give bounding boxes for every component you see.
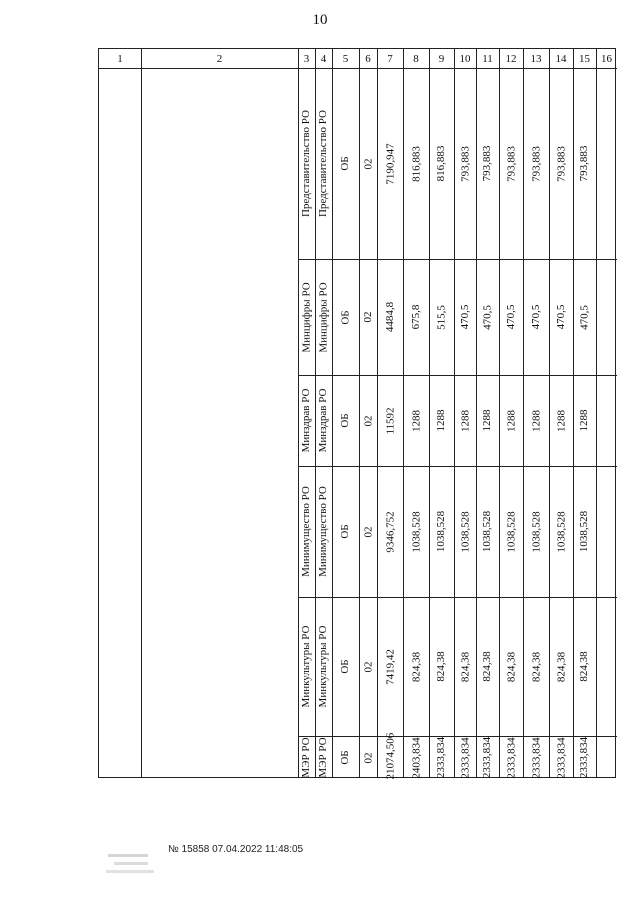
agency-name-repeat: Минцифры РО bbox=[317, 281, 329, 353]
amount-value: 4484,8 bbox=[384, 301, 396, 333]
amount-value: 793,883 bbox=[530, 145, 542, 182]
amount-value: 2333,834 bbox=[459, 736, 471, 779]
amount-value: 470,5 bbox=[578, 304, 590, 330]
amount-value: 21074,506 bbox=[384, 732, 396, 779]
data-table bbox=[98, 48, 616, 778]
amount-value: 470,5 bbox=[459, 304, 471, 330]
amount-value: 7190,947 bbox=[384, 142, 396, 185]
amount-value: 1038,528 bbox=[410, 510, 422, 553]
source-code: 02 bbox=[362, 415, 374, 426]
agency-name-repeat: Представительство РО bbox=[317, 110, 329, 218]
column-number: 1 bbox=[117, 52, 123, 65]
funding-source: ОБ bbox=[339, 309, 351, 325]
amount-value: 675,8 bbox=[410, 304, 422, 330]
column-number: 14 bbox=[555, 52, 567, 65]
column-number: 4 bbox=[320, 52, 327, 65]
column-number: 15 bbox=[579, 52, 590, 65]
amount-value: 824,38 bbox=[530, 651, 542, 682]
column-number: 9 bbox=[438, 52, 445, 65]
stamp-mark bbox=[106, 850, 156, 878]
source-code: 02 bbox=[362, 526, 374, 537]
column-number: 2 bbox=[216, 52, 223, 65]
amount-value: 793,883 bbox=[555, 145, 567, 182]
source-code: 02 bbox=[362, 311, 374, 323]
agency-name: МЭР РО bbox=[300, 737, 312, 778]
amount-value: 1288 bbox=[555, 409, 567, 432]
amount-value: 2333,834 bbox=[530, 736, 542, 779]
agency-name: Минимущество РО bbox=[300, 486, 312, 577]
amount-value: 11592 bbox=[384, 406, 396, 435]
column-divider bbox=[141, 49, 142, 777]
amount-value: 824,38 bbox=[459, 651, 471, 682]
column-number: 8 bbox=[413, 52, 419, 65]
funding-source: ОБ bbox=[339, 524, 351, 539]
amount-value: 824,38 bbox=[555, 651, 567, 682]
agency-name-repeat: Минздрав РО bbox=[317, 388, 329, 453]
amount-value: 1038,528 bbox=[530, 510, 542, 553]
amount-value: 1038,528 bbox=[505, 510, 517, 553]
amount-value: 824,38 bbox=[481, 651, 493, 682]
funding-source: ОБ bbox=[339, 659, 351, 674]
amount-value: 793,883 bbox=[505, 145, 517, 182]
column-divider bbox=[596, 49, 597, 777]
amount-value: 824,38 bbox=[410, 651, 422, 682]
amount-value: 470,5 bbox=[555, 304, 567, 330]
column-number: 6 bbox=[365, 52, 371, 65]
amount-value: 816,883 bbox=[435, 145, 447, 182]
agency-name: Минцифры РО bbox=[300, 281, 312, 353]
amount-value: 1038,528 bbox=[578, 510, 590, 553]
amount-value: 1288 bbox=[505, 409, 517, 432]
agency-name: Представительство РО bbox=[300, 110, 312, 218]
amount-value: 824,38 bbox=[578, 651, 590, 682]
funding-source: ОБ bbox=[339, 413, 351, 428]
amount-value: 1288 bbox=[530, 409, 542, 432]
agency-name: Минкультуры РО bbox=[300, 625, 312, 708]
amount-value: 1038,528 bbox=[459, 510, 471, 553]
amount-value: 1288 bbox=[578, 409, 590, 432]
amount-value: 793,883 bbox=[459, 145, 471, 182]
source-code: 02 bbox=[362, 158, 374, 169]
column-number: 11 bbox=[482, 52, 493, 65]
amount-value: 793,883 bbox=[578, 145, 590, 182]
amount-value: 470,5 bbox=[505, 304, 517, 330]
amount-value: 2333,834 bbox=[505, 736, 517, 779]
agency-name: Минздрав РО bbox=[300, 388, 312, 453]
agency-name-repeat: Минимущество РО bbox=[317, 486, 329, 577]
amount-value: 2333,834 bbox=[578, 736, 590, 779]
funding-source: ОБ bbox=[339, 750, 351, 765]
agency-name-repeat: МЭР РО bbox=[317, 737, 329, 778]
amount-value: 824,38 bbox=[505, 651, 517, 682]
funding-source: ОБ bbox=[339, 156, 351, 171]
column-number: 16 bbox=[601, 52, 612, 65]
page-number: 10 bbox=[312, 12, 328, 28]
amount-value: 2403,834 bbox=[410, 736, 422, 779]
amount-value: 816,883 bbox=[410, 145, 422, 182]
amount-value: 824,38 bbox=[435, 651, 447, 682]
amount-value: 7419,42 bbox=[384, 648, 396, 685]
column-number: 13 bbox=[530, 52, 542, 65]
column-number: 3 bbox=[303, 52, 310, 65]
column-number: 12 bbox=[505, 52, 517, 65]
amount-value: 470,5 bbox=[481, 304, 493, 330]
amount-value: 2333,834 bbox=[435, 736, 447, 779]
column-number: 5 bbox=[342, 52, 349, 65]
amount-value: 2333,834 bbox=[481, 736, 493, 779]
amount-value: 470,5 bbox=[530, 304, 542, 330]
registration-footer: № 15858 07.04.2022 11:48:05 bbox=[168, 844, 304, 855]
amount-value: 793,883 bbox=[481, 145, 493, 182]
amount-value: 515,5 bbox=[435, 304, 447, 330]
amount-value: 2333,834 bbox=[555, 736, 567, 779]
source-code: 02 bbox=[362, 661, 374, 672]
amount-value: 9346,752 bbox=[384, 510, 396, 553]
source-code: 02 bbox=[362, 752, 374, 763]
amount-value: 1288 bbox=[481, 409, 493, 432]
amount-value: 1288 bbox=[410, 409, 422, 432]
column-number: 7 bbox=[387, 52, 393, 65]
amount-value: 1038,528 bbox=[481, 510, 493, 553]
agency-name-repeat: Минкультуры РО bbox=[317, 625, 329, 708]
amount-value: 1038,528 bbox=[555, 510, 567, 553]
amount-value: 1288 bbox=[435, 409, 447, 432]
amount-value: 1038,528 bbox=[435, 510, 447, 553]
amount-value: 1288 bbox=[459, 409, 471, 432]
column-number: 10 bbox=[459, 52, 471, 65]
